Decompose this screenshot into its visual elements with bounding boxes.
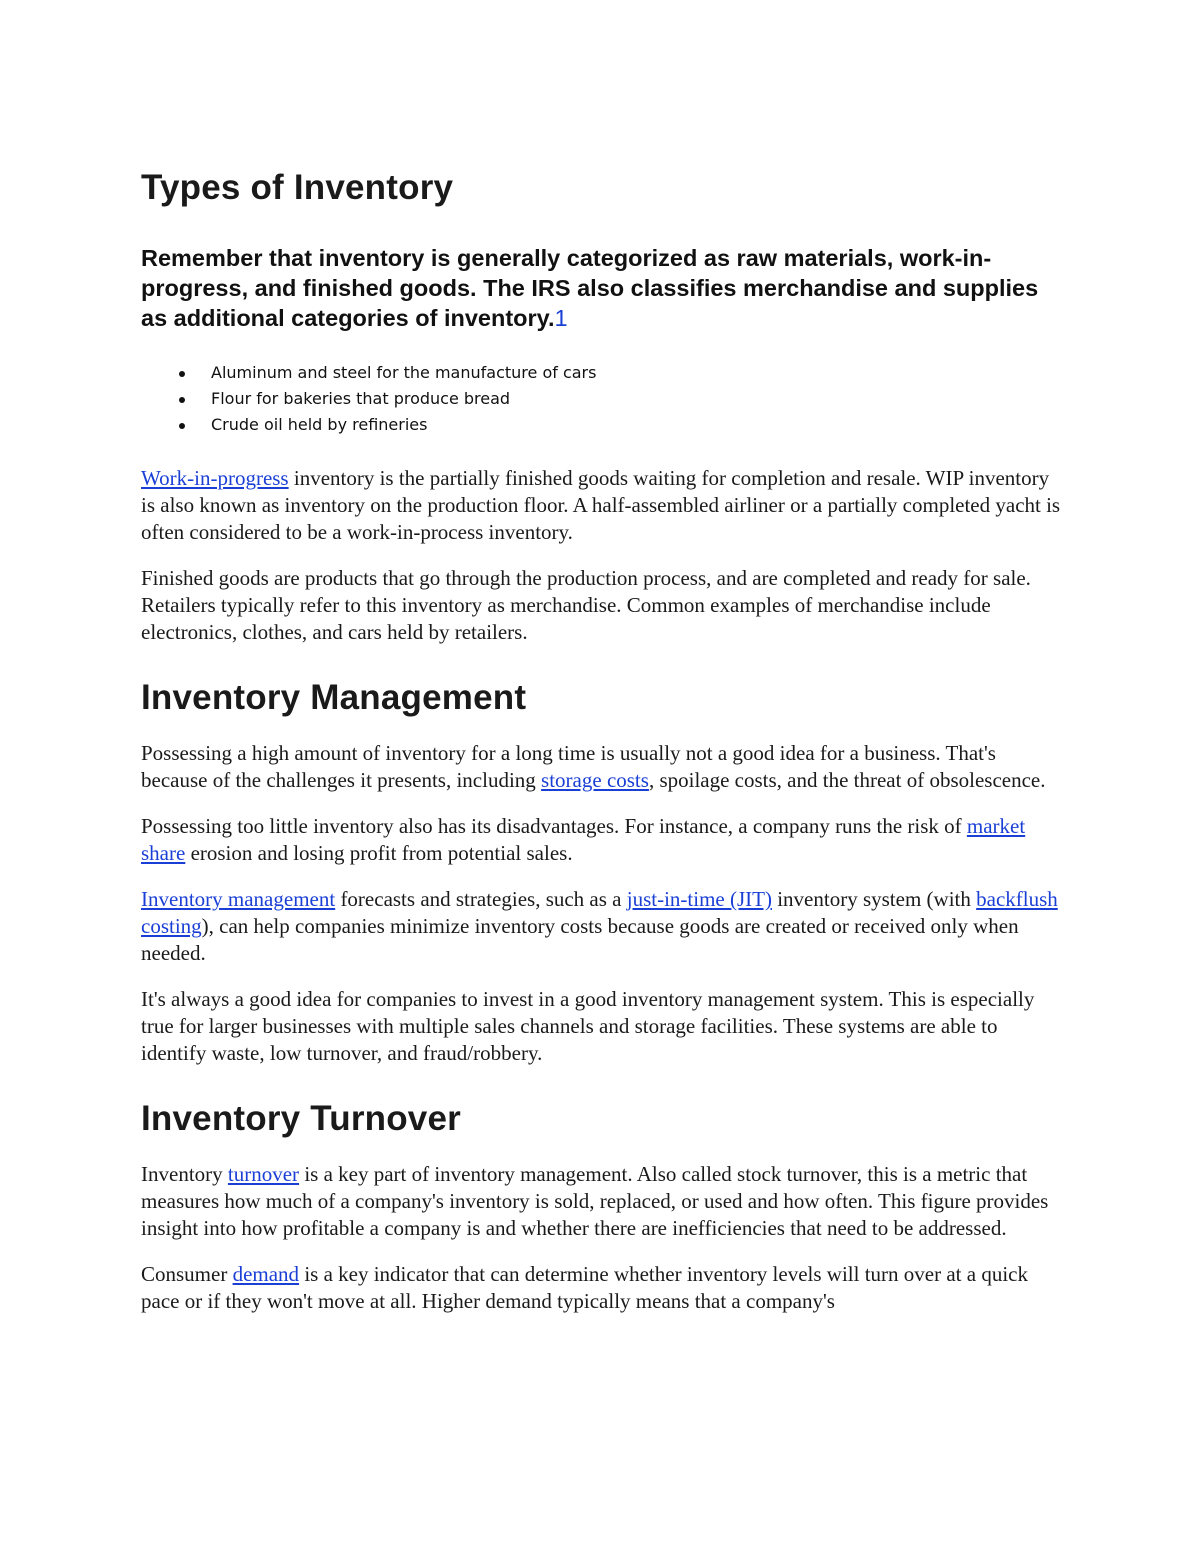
bullet-icon: [179, 423, 185, 429]
list-item: Flour for bakeries that produce bread: [141, 386, 1066, 412]
heading-inventory-management: Inventory Management: [141, 678, 527, 717]
turnover-paragraph-1: Inventory turnover is a key part of inventory management. Also called stock turnover, this is a metric that measures how much of a company's inventory is sold, replaced, or used and how often. This figure provides insight into how profitable a company is and whether there are inefficiencies that need to be addressed.: [141, 1162, 1049, 1240]
management-paragraph-2: Possessing too little inventory also has its disadvantages. For instance, a company runs the risk of market share erosion and losing profit from potential sales.: [141, 814, 1026, 865]
list-item: Aluminum and steel for the manufacture of cars: [141, 360, 1066, 386]
wip-paragraph: Work-in-progress inventory is the partially finished goods waiting for completion and resale. WIP inventory is also known as inventory on the production floor. A half-assembled airliner or a partially completed yacht is often considered to be a work-in-process inventory.: [141, 466, 1061, 544]
link-backflush-costing[interactable]: backflush costing: [141, 887, 1058, 938]
bullet-icon: [179, 371, 185, 377]
bullet-icon: [179, 397, 185, 403]
management-paragraph-1: Possessing a high amount of inventory for a long time is usually not a good idea for a business. That's because of the challenges it presents, including storage costs, spoilage costs, and the threat of obsolescence.: [141, 741, 1046, 792]
link-market-share[interactable]: market share: [141, 814, 1026, 865]
heading-inventory-turnover: Inventory Turnover: [141, 1099, 461, 1138]
heading-types-of-inventory: Types of Inventory: [141, 168, 454, 207]
link-demand[interactable]: demand: [232, 1262, 300, 1286]
document-content: [141, 168, 1066, 1315]
management-paragraph-3: Inventory management forecasts and strategies, such as a just-in-time (JIT) inventory system (with backflush costing), can help companies minimize inventory costs because goods are created or received only when needed.: [141, 887, 1058, 965]
link-turnover[interactable]: turnover: [227, 1162, 300, 1186]
link-storage-costs[interactable]: storage costs: [541, 768, 649, 792]
intro-text: Remember that inventory is generally categorized as raw materials, work-in-progress, and finished goods. The IRS also classifies merchandise and supplies as additional categories of inventory.: [141, 245, 1039, 331]
link-inventory-management[interactable]: Inventory management: [141, 887, 336, 911]
link-just-in-time[interactable]: just-in-time (JIT): [626, 887, 772, 911]
management-paragraph-4: It's always a good idea for companies to invest in a good inventory management system. This is especially true for larger businesses with multiple sales channels and storage facilities. These systems are able to identify waste, low turnover, and fraud/robbery.: [141, 987, 1035, 1065]
footnote-marker[interactable]: 1: [554, 305, 568, 331]
examples-list: [141, 360, 1066, 438]
link-work-in-progress[interactable]: Work-in-progress: [141, 466, 289, 490]
list-item: Crude oil held by refineries: [141, 412, 1066, 438]
finished-goods-paragraph: Finished goods are products that go through the production process, and are completed and ready for sale. Retailers typically refer to this inventory as merchandise. Common examples of merchandise include electronics, clothes, and cars held by retailers.: [141, 566, 1031, 644]
intro-paragraph: [141, 243, 1066, 333]
turnover-paragraph-2: Consumer demand is a key indicator that can determine whether inventory levels will turn over at a quick pace or if they won't move at all. Higher demand typically means that a company's: [141, 1262, 1028, 1313]
